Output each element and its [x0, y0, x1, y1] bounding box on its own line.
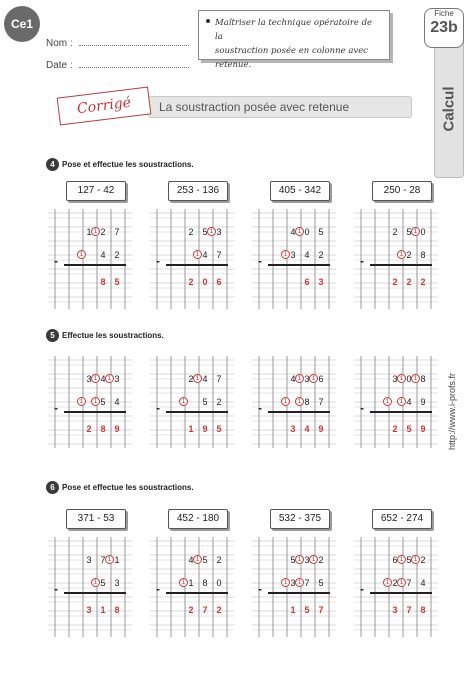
subtrahend-digit: 2	[392, 578, 398, 588]
minuend-digit: 3	[86, 374, 92, 384]
result-digit: 9	[420, 424, 426, 434]
carry-circle: 1	[397, 374, 406, 383]
result-digit: 7	[202, 605, 208, 615]
subtraction-line	[268, 264, 330, 266]
minus-sign: -	[258, 254, 262, 268]
minuend-digit: 3	[392, 374, 398, 384]
minuend-digit: 5	[318, 227, 324, 237]
carry-circle: 1	[295, 555, 304, 564]
subtraction-grid[interactable]	[48, 209, 132, 309]
carry-circle: 1	[397, 555, 406, 564]
carry-circle: 1	[397, 397, 406, 406]
subtrahend-digit: 2	[216, 397, 222, 407]
minuend-digit: 5	[406, 227, 412, 237]
subtraction-grid[interactable]	[252, 537, 336, 637]
minuend-digit: 4	[202, 374, 208, 384]
result-digit: 2	[188, 605, 194, 615]
minuend-digit: 2	[318, 555, 324, 565]
subtrahend-digit: 4	[100, 250, 106, 260]
carry-circle: 1	[411, 555, 420, 564]
minuend-digit: 2	[392, 227, 398, 237]
result-digit: 6	[304, 277, 310, 287]
minus-sign: -	[156, 582, 160, 596]
problem-label: 532 - 375	[270, 509, 330, 529]
carry-circle: 1	[193, 374, 202, 383]
minus-sign: -	[258, 582, 262, 596]
subtrahend-digit: 8	[304, 397, 310, 407]
carry-circle: 1	[411, 227, 420, 236]
subtrahend-digit: 4	[202, 250, 208, 260]
subtraction-grid[interactable]	[150, 356, 234, 448]
minuend-digit: 2	[100, 227, 106, 237]
subtrahend-digit: 7	[406, 578, 412, 588]
date-label: Date :	[46, 60, 73, 71]
result-digit: 8	[420, 605, 426, 615]
minuend-digit: 2	[216, 555, 222, 565]
carry-circle: 1	[295, 397, 304, 406]
minuend-digit: 2	[188, 374, 194, 384]
problem-label: 371 - 53	[66, 509, 126, 529]
subtrahend-digit: 5	[100, 397, 106, 407]
minuend-digit: 5	[202, 555, 208, 565]
subtraction-grid[interactable]	[150, 537, 234, 637]
carry-circle: 1	[91, 374, 100, 383]
carry-circle: 1	[91, 578, 100, 587]
objective-line-2: soustraction posée en colonne avec retenue.	[215, 46, 368, 70]
minus-sign: -	[360, 401, 364, 415]
exercise-instruction: Pose et effectue les soustractions.	[62, 483, 194, 492]
result-digit: 3	[290, 424, 296, 434]
subtrahend-digit: 1	[188, 578, 194, 588]
result-digit: 5	[406, 424, 412, 434]
result-digit: 5	[304, 605, 310, 615]
bullet-icon	[206, 19, 210, 23]
exercise-number-badge: 4	[46, 158, 59, 171]
minuend-digit: 3	[304, 374, 310, 384]
carry-circle: 1	[91, 397, 100, 406]
objective-line-1: Maîtriser la technique opératoire de la	[215, 18, 373, 42]
minus-sign: -	[360, 254, 364, 268]
problem-label: 652 - 274	[372, 509, 432, 529]
subtraction-line	[166, 592, 228, 594]
objective-box	[198, 10, 390, 70]
minuend-digit: 8	[420, 374, 426, 384]
problem-label: 127 - 42	[66, 181, 126, 201]
result-digit: 9	[114, 424, 120, 434]
result-digit: 9	[318, 424, 324, 434]
date-dotted-line	[79, 60, 189, 68]
result-digit: 2	[406, 277, 412, 287]
subtrahend-digit: 7	[318, 397, 324, 407]
result-digit: 9	[202, 424, 208, 434]
name-label: Nom :	[46, 38, 73, 49]
result-digit: 2	[188, 277, 194, 287]
result-digit: 8	[114, 605, 120, 615]
level-badge: Ce1	[4, 6, 40, 42]
subtraction-line	[268, 592, 330, 594]
minuend-digit: 4	[290, 227, 296, 237]
problem-label: 405 - 342	[270, 181, 330, 201]
carry-circle: 1	[309, 555, 318, 564]
carry-circle: 1	[397, 578, 406, 587]
subtraction-line	[166, 264, 228, 266]
minuend-digit: 4	[100, 374, 106, 384]
result-digit: 2	[216, 605, 222, 615]
subtraction-line	[370, 592, 432, 594]
carry-circle: 1	[295, 374, 304, 383]
carry-circle: 1	[397, 250, 406, 259]
subtrahend-digit: 2	[318, 250, 324, 260]
carry-circle: 1	[281, 397, 290, 406]
minuend-digit: 3	[216, 227, 222, 237]
exercise-4-header	[46, 158, 194, 171]
carry-circle: 1	[295, 227, 304, 236]
subtrahend-digit: 4	[406, 397, 412, 407]
minus-sign: -	[156, 401, 160, 415]
subtrahend-digit: 2	[406, 250, 412, 260]
lesson-title: La soustraction posée avec retenue	[159, 100, 350, 114]
exercise-5-header	[46, 329, 164, 342]
carry-circle: 1	[281, 250, 290, 259]
carry-circle: 1	[105, 555, 114, 564]
result-digit: 7	[318, 605, 324, 615]
result-digit: 5	[114, 277, 120, 287]
subtrahend-digit: 4	[304, 250, 310, 260]
minuend-digit: 1	[114, 555, 120, 565]
minus-sign: -	[258, 401, 262, 415]
problem-label: 452 - 180	[168, 509, 228, 529]
minuend-digit: 5	[406, 555, 412, 565]
subtrahend-digit: 8	[202, 578, 208, 588]
subtraction-grid[interactable]	[354, 537, 438, 637]
fiche-number: 23b	[430, 19, 458, 36]
result-digit: 3	[392, 605, 398, 615]
carry-circle: 1	[411, 374, 420, 383]
subtrahend-digit: 4	[114, 397, 120, 407]
problem-label: 253 - 136	[168, 181, 228, 201]
subtrahend-digit: 2	[114, 250, 120, 260]
subtrahend-digit: 5	[318, 578, 324, 588]
fiche-badge	[424, 8, 464, 48]
minuend-digit: 7	[114, 227, 120, 237]
carry-circle: 1	[179, 397, 188, 406]
subtrahend-digit: 5	[100, 578, 106, 588]
subtrahend-digit: 8	[420, 250, 426, 260]
exercise-instruction: Pose et effectue les soustractions.	[62, 160, 194, 169]
result-digit: 1	[290, 605, 296, 615]
minuend-digit: 0	[304, 227, 310, 237]
carry-circle: 1	[193, 555, 202, 564]
minuend-digit: 0	[406, 374, 412, 384]
minus-sign: -	[156, 254, 160, 268]
minuend-digit: 2	[188, 227, 194, 237]
name-dotted-line	[79, 38, 189, 46]
minuend-digit: 3	[304, 555, 310, 565]
result-digit: 2	[392, 424, 398, 434]
minuend-digit: 1	[86, 227, 92, 237]
minus-sign: -	[360, 582, 364, 596]
minuend-digit: 7	[100, 555, 106, 565]
date-field[interactable]	[46, 60, 189, 71]
subtraction-line	[268, 411, 330, 413]
carry-circle: 1	[193, 250, 202, 259]
exercise-number-badge: 6	[46, 481, 59, 494]
result-digit: 3	[86, 605, 92, 615]
minuend-digit: 7	[216, 374, 222, 384]
result-digit: 3	[318, 277, 324, 287]
result-digit: 0	[202, 277, 208, 287]
subtrahend-digit: 7	[304, 578, 310, 588]
subject-label: Calcul	[440, 86, 458, 132]
minuend-digit: 6	[392, 555, 398, 565]
subtrahend-digit: 3	[114, 578, 120, 588]
result-digit: 4	[304, 424, 310, 434]
subtraction-line	[64, 592, 126, 594]
fiche-label: Fiche	[434, 9, 454, 18]
minuend-digit: 6	[318, 374, 324, 384]
exercise-instruction: Effectue les soustractions.	[62, 331, 164, 340]
subject-tab	[434, 40, 464, 178]
subtraction-line	[64, 264, 126, 266]
name-field[interactable]	[46, 38, 189, 49]
result-digit: 6	[216, 277, 222, 287]
carry-circle: 1	[105, 374, 114, 383]
subtraction-line	[166, 411, 228, 413]
subtrahend-digit: 4	[420, 578, 426, 588]
minuend-digit: 0	[420, 227, 426, 237]
problem-label: 250 - 28	[372, 181, 432, 201]
subtraction-grid[interactable]	[48, 356, 132, 448]
minuend-digit: 5	[202, 227, 208, 237]
result-digit: 1	[100, 605, 106, 615]
minuend-digit: 4	[188, 555, 194, 565]
subtraction-grid[interactable]	[150, 209, 234, 309]
minuend-digit: 4	[290, 374, 296, 384]
result-digit: 8	[100, 424, 106, 434]
result-digit: 8	[100, 277, 106, 287]
subtrahend-digit: 3	[290, 578, 296, 588]
result-digit: 2	[420, 277, 426, 287]
subtrahend-digit: 7	[216, 250, 222, 260]
carry-circle: 1	[207, 227, 216, 236]
minuend-digit: 3	[114, 374, 120, 384]
carry-circle: 1	[77, 397, 86, 406]
result-digit: 2	[86, 424, 92, 434]
subtraction-grid[interactable]	[252, 209, 336, 309]
result-digit: 1	[188, 424, 194, 434]
subtraction-grid[interactable]	[48, 537, 132, 637]
subtraction-grid[interactable]	[252, 356, 336, 448]
subtraction-line	[370, 264, 432, 266]
carry-circle: 1	[383, 578, 392, 587]
subtrahend-digit: 5	[202, 397, 208, 407]
carry-circle: 1	[383, 397, 392, 406]
carry-circle: 1	[309, 374, 318, 383]
carry-circle: 1	[91, 227, 100, 236]
result-digit: 7	[406, 605, 412, 615]
subtrahend-digit: 9	[420, 397, 426, 407]
subtrahend-digit: 3	[290, 250, 296, 260]
minuend-digit: 2	[420, 555, 426, 565]
subtraction-line	[370, 411, 432, 413]
minus-sign: -	[54, 582, 58, 596]
carry-circle: 1	[281, 578, 290, 587]
minus-sign: -	[54, 401, 58, 415]
subtraction-grid[interactable]	[354, 209, 438, 309]
corrige-stamp: Corrigé	[57, 86, 152, 125]
carry-circle: 1	[295, 578, 304, 587]
exercise-6-header	[46, 481, 194, 494]
exercise-number-badge: 5	[46, 329, 59, 342]
carry-circle: 1	[179, 578, 188, 587]
result-digit: 5	[216, 424, 222, 434]
carry-circle: 1	[77, 250, 86, 259]
minus-sign: -	[54, 254, 58, 268]
result-digit: 2	[392, 277, 398, 287]
subtraction-line	[64, 411, 126, 413]
site-url-text: http://www.i-profs.fr	[447, 372, 457, 450]
subtrahend-digit: 0	[216, 578, 222, 588]
minuend-digit: 5	[290, 555, 296, 565]
subtraction-grid[interactable]	[354, 356, 438, 448]
minuend-digit: 3	[86, 555, 92, 565]
lesson-title-bar	[148, 96, 412, 118]
